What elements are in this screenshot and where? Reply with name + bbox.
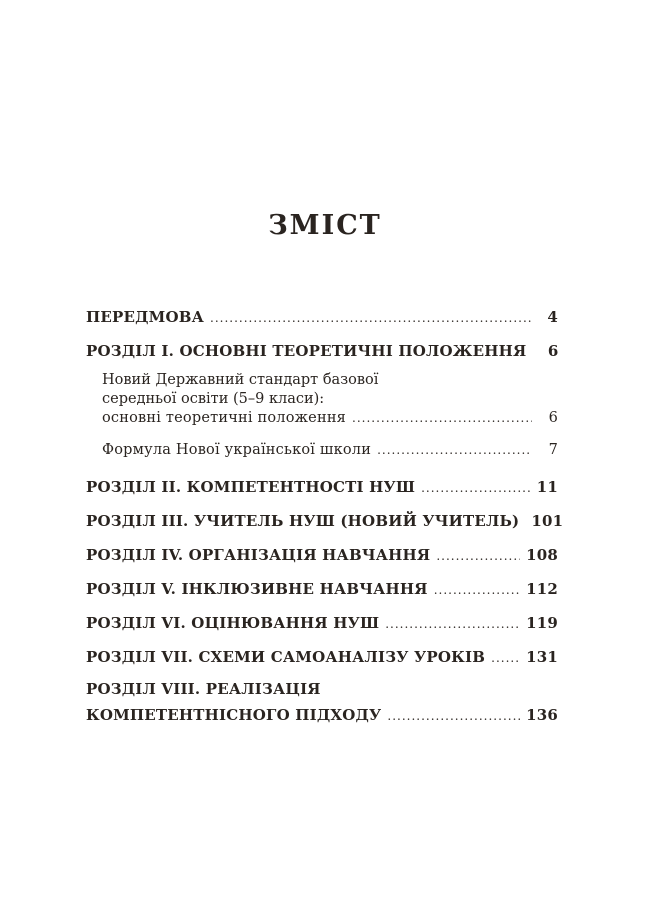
toc-entry-page: 101: [531, 512, 564, 530]
toc-leader-dots: [377, 443, 532, 457]
toc-subentry-standard[interactable]: [86, 372, 558, 426]
toc-subentry-line: Новий Державний стандарт базової: [102, 372, 379, 388]
toc-entry-label: РОЗДІЛ І. ОСНОВНІ ТЕОРЕТИЧНІ ПОЛОЖЕННЯ: [86, 342, 527, 360]
toc-entry-label: КОМПЕТЕНТНІСНОГО ПІДХОДУ: [86, 706, 382, 724]
page-title: ЗМІСТ: [268, 210, 382, 241]
toc-entry-section-1[interactable]: [86, 342, 558, 360]
toc-entry-page: 11: [536, 478, 558, 496]
toc-subentry-line: середньої освіти (5–9 класи):: [102, 391, 325, 407]
toc-entry-label: РОЗДІЛ VII. СХЕМИ САМОАНАЛІЗУ УРОКІВ: [86, 648, 486, 666]
toc-leader-dots: [387, 709, 520, 723]
toc-entry-foreword[interactable]: [86, 308, 558, 326]
toc-leader-dots: [352, 411, 532, 425]
toc-entry-section-3[interactable]: [86, 512, 564, 530]
toc-subentry-last-line: [102, 410, 558, 426]
toc-entry-section-4[interactable]: [86, 546, 558, 564]
toc-entry-label: РОЗДІЛ IV. ОРГАНІЗАЦІЯ НАВЧАННЯ: [86, 546, 431, 564]
toc-entry-page: 7: [548, 442, 558, 458]
toc-entry-section-5[interactable]: [86, 580, 558, 598]
toc-entry-label: ПЕРЕДМОВА: [86, 308, 205, 326]
toc-entry-label: РОЗДІЛ VIII. РЕАЛІЗАЦІЯ: [86, 680, 321, 698]
toc-entry-section-6[interactable]: [86, 614, 558, 632]
toc-subentry-line: основні теоретичні положення: [102, 410, 347, 426]
toc-entry-page: 6: [548, 410, 558, 426]
toc-entry-page: 108: [526, 546, 558, 564]
toc-leader-dots: [421, 481, 531, 495]
toc-leader-dots: [434, 583, 520, 597]
toc-entry-page: 119: [526, 614, 558, 632]
toc-entry-section-8[interactable]: [86, 680, 558, 724]
toc-leader-dots: [385, 617, 520, 631]
toc-subentry-formula[interactable]: [86, 442, 558, 458]
toc-entry-page: 6: [547, 342, 559, 360]
toc-entry-page: 4: [547, 308, 558, 326]
toc-entry-first-line: [86, 680, 558, 698]
toc-entry-label: Формула Нової української школи: [102, 442, 372, 458]
toc-entry-label: РОЗДІЛ ІІІ. УЧИТЕЛЬ НУШ (НОВИЙ УЧИТЕЛЬ): [86, 512, 520, 530]
toc-entry-last-line: [86, 706, 558, 724]
toc-entry-section-2[interactable]: [86, 478, 558, 496]
toc-entry-page: 136: [526, 706, 558, 724]
toc-leader-dots: [210, 311, 532, 325]
toc-entry-label: РОЗДІЛ V. ІНКЛЮЗИВНЕ НАВЧАННЯ: [86, 580, 428, 598]
toc-entry-page: 112: [526, 580, 558, 598]
toc-entry-label: РОЗДІЛ VI. ОЦІНЮВАННЯ НУШ: [86, 614, 380, 632]
toc-leader-dots: [491, 651, 520, 665]
toc-entry-page: 131: [526, 648, 558, 666]
toc-leader-dots: [436, 549, 520, 563]
toc-entry-label: РОЗДІЛ ІІ. КОМПЕТЕНТНОСТІ НУШ: [86, 478, 416, 496]
toc-entry-section-7[interactable]: [86, 648, 558, 666]
